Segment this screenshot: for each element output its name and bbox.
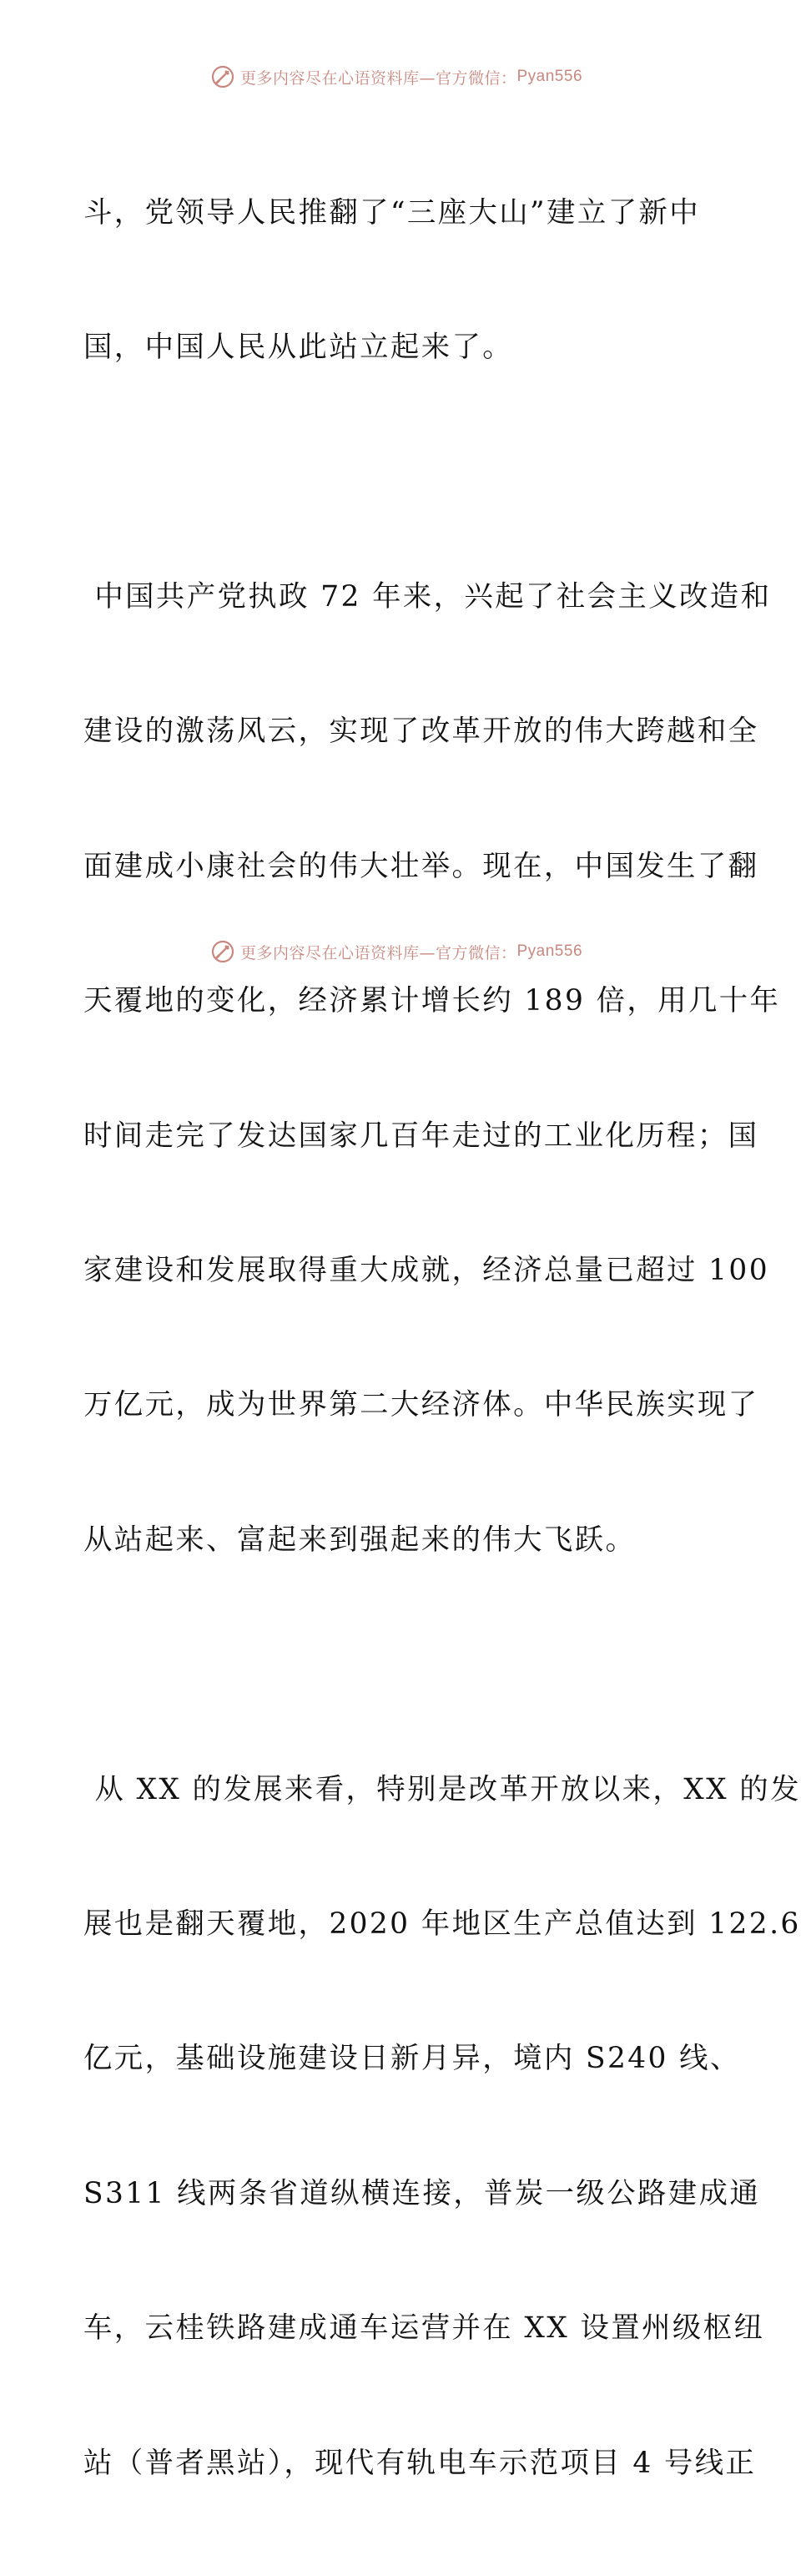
text-line: 车，云桂铁路建成通车运营并在 XX 设置州级枢纽	[83, 2311, 765, 2346]
text-line: 万亿元，成为世界第二大经济体。中华民族实现了	[83, 1388, 759, 1422]
logo-icon	[210, 939, 235, 964]
text-line: S311 线两条省道纵横连接，普炭一级公路建成通	[83, 2176, 761, 2210]
text-line: 天覆地的变化，经济累计增长约 189 倍，用几十年	[83, 984, 781, 1018]
watermark-text: 更多内容尽在心语资料库—官方微信：	[239, 943, 517, 962]
watermark-text: 更多内容尽在心语资料库—官方微信：	[239, 68, 517, 88]
paragraph	[83, 101, 718, 460]
text-line: 建设的激荡风云，实现了改革开放的伟大跨越和全	[83, 715, 759, 749]
text-line: 面建成小康社会的伟大壮举。现在，中国发生了翻	[83, 849, 759, 883]
text-line: 从站起来、富起来到强起来的伟大飞跃。	[83, 1523, 637, 1557]
paragraph	[83, 1678, 801, 2576]
watermark-wechat-id: Pyan556	[516, 68, 583, 85]
text-line: 斗，党领导人民推翻了“三座大山”建立了新中	[83, 195, 700, 230]
text-line: 展也是翻天覆地，2020 年地区生产总值达到 122.6	[83, 1907, 801, 1942]
text-line: 亿元，基础设施建设日新月异，境内 S240 线、	[83, 2042, 741, 2076]
header-watermark	[0, 60, 793, 93]
document-body	[83, 101, 801, 2576]
text-line: 时间走完了发达国家几百年走过的工业化历程；国	[83, 1119, 759, 1153]
text-line: 从 XX 的发展来看，特别是改革开放以来，XX 的发	[83, 1772, 801, 1806]
paragraph	[83, 485, 781, 1653]
text-line: 家建设和发展取得重大成就，经济总量已超过 100	[83, 1253, 769, 1287]
text-line: 中国共产党执政 72 年来，兴起了社会主义改造和	[83, 579, 772, 614]
text-line: 站（普者黑站），现代有轨电车示范项目 4 号线正	[83, 2446, 757, 2480]
watermark-wechat-id: Pyan556	[516, 942, 583, 960]
footer-watermark	[0, 935, 793, 968]
logo-icon	[210, 64, 235, 89]
text-line: 国，中国人民从此站立起来了。	[83, 330, 514, 364]
